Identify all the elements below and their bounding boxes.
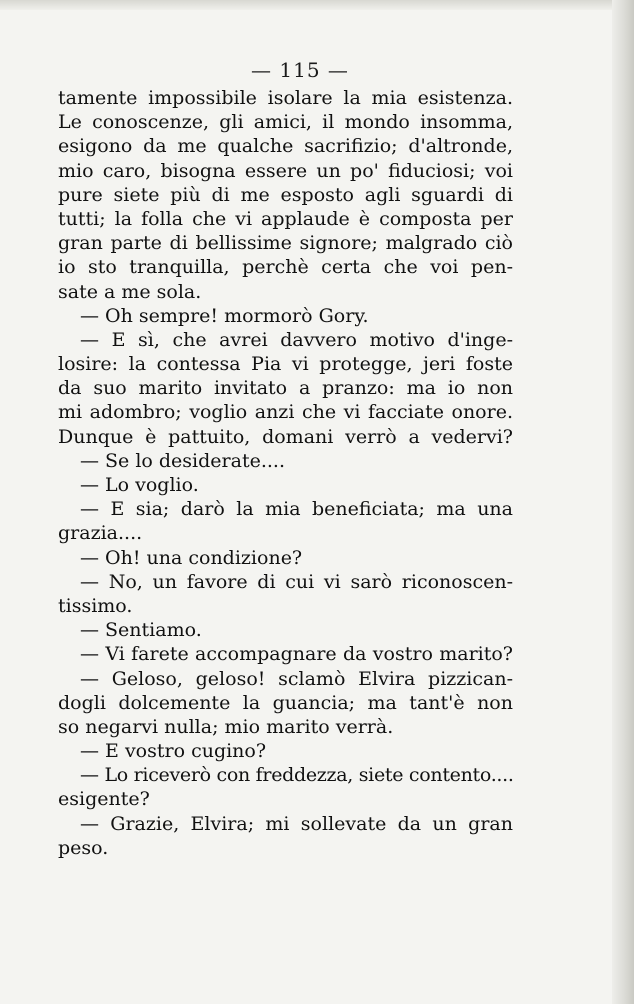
text-line: losire: la contessa Pia vi protegge, jeri foste xyxy=(58,353,513,376)
text-line: so negarvi nulla; mio marito verrà. xyxy=(58,715,394,738)
text-line: Dunque è pattuito, domani verrò a vedervi? xyxy=(58,425,513,448)
text-line: — Oh! una condizione? xyxy=(80,546,303,569)
text-line: — Lo riceverò con freddezza, siete contento.... xyxy=(80,764,514,787)
text-line: — No, un favore di cui vi sarò riconoscen- xyxy=(80,570,513,593)
text-line: esigono da me qualche sacrifizio; d'altronde, xyxy=(58,135,513,158)
text-line: — Geloso, geloso! sclamò Elvira pizzican- xyxy=(80,667,513,690)
text-line: — E vostro cugino? xyxy=(80,740,267,763)
text-line: sate a me sola. xyxy=(58,280,202,303)
page-right-edge xyxy=(612,0,634,1004)
body-text xyxy=(58,86,513,860)
text-line: peso. xyxy=(58,836,109,859)
text-line: — Vi farete accompagnare da vostro marito? xyxy=(80,643,513,666)
text-line: dogli dolcemente la guancia; ma tant'è non xyxy=(58,691,513,714)
page-top-edge xyxy=(0,0,634,10)
text-line: grazia.... xyxy=(58,522,143,545)
text-line: — E sì, che avrei davvero motivo d'inge- xyxy=(80,328,513,351)
text-line: mio caro, bisogna essere un po' fiduciosi; voi xyxy=(58,159,513,182)
text-line: — Oh sempre! mormorò Gory. xyxy=(80,304,369,327)
text-line: — Lo voglio. xyxy=(80,474,199,496)
text-line: — Grazie, Elvira; mi sollevate da un gran xyxy=(80,812,513,835)
text-line: tutti; la folla che vi applaude è composta per xyxy=(58,207,513,230)
text-line: esigente? xyxy=(58,788,150,811)
text-line: da suo marito invitato a pranzo: ma io non xyxy=(58,377,513,400)
text-line: Le conoscenze, gli amici, il mondo insomma, xyxy=(58,111,513,134)
text-line: — Se lo desiderate.... xyxy=(80,449,285,472)
text-line: tamente impossibile isolare la mia esistenza. xyxy=(58,87,513,109)
text-line: gran parte di bellissime signore; malgrado ciò xyxy=(58,232,513,255)
page-number: — 115 — xyxy=(251,58,349,82)
text-line: — Sentiamo. xyxy=(80,619,202,642)
text-line: mi adombro; voglio anzi che vi facciate onore. xyxy=(58,401,513,424)
text-line: io sto tranquilla, perchè certa che voi pen- xyxy=(58,256,513,279)
text-line: — E sia; darò la mia beneficiata; ma una xyxy=(80,498,513,521)
text-line: pure siete più di me esposto agli sguardi di xyxy=(58,183,513,206)
text-line: tissimo. xyxy=(58,594,133,617)
